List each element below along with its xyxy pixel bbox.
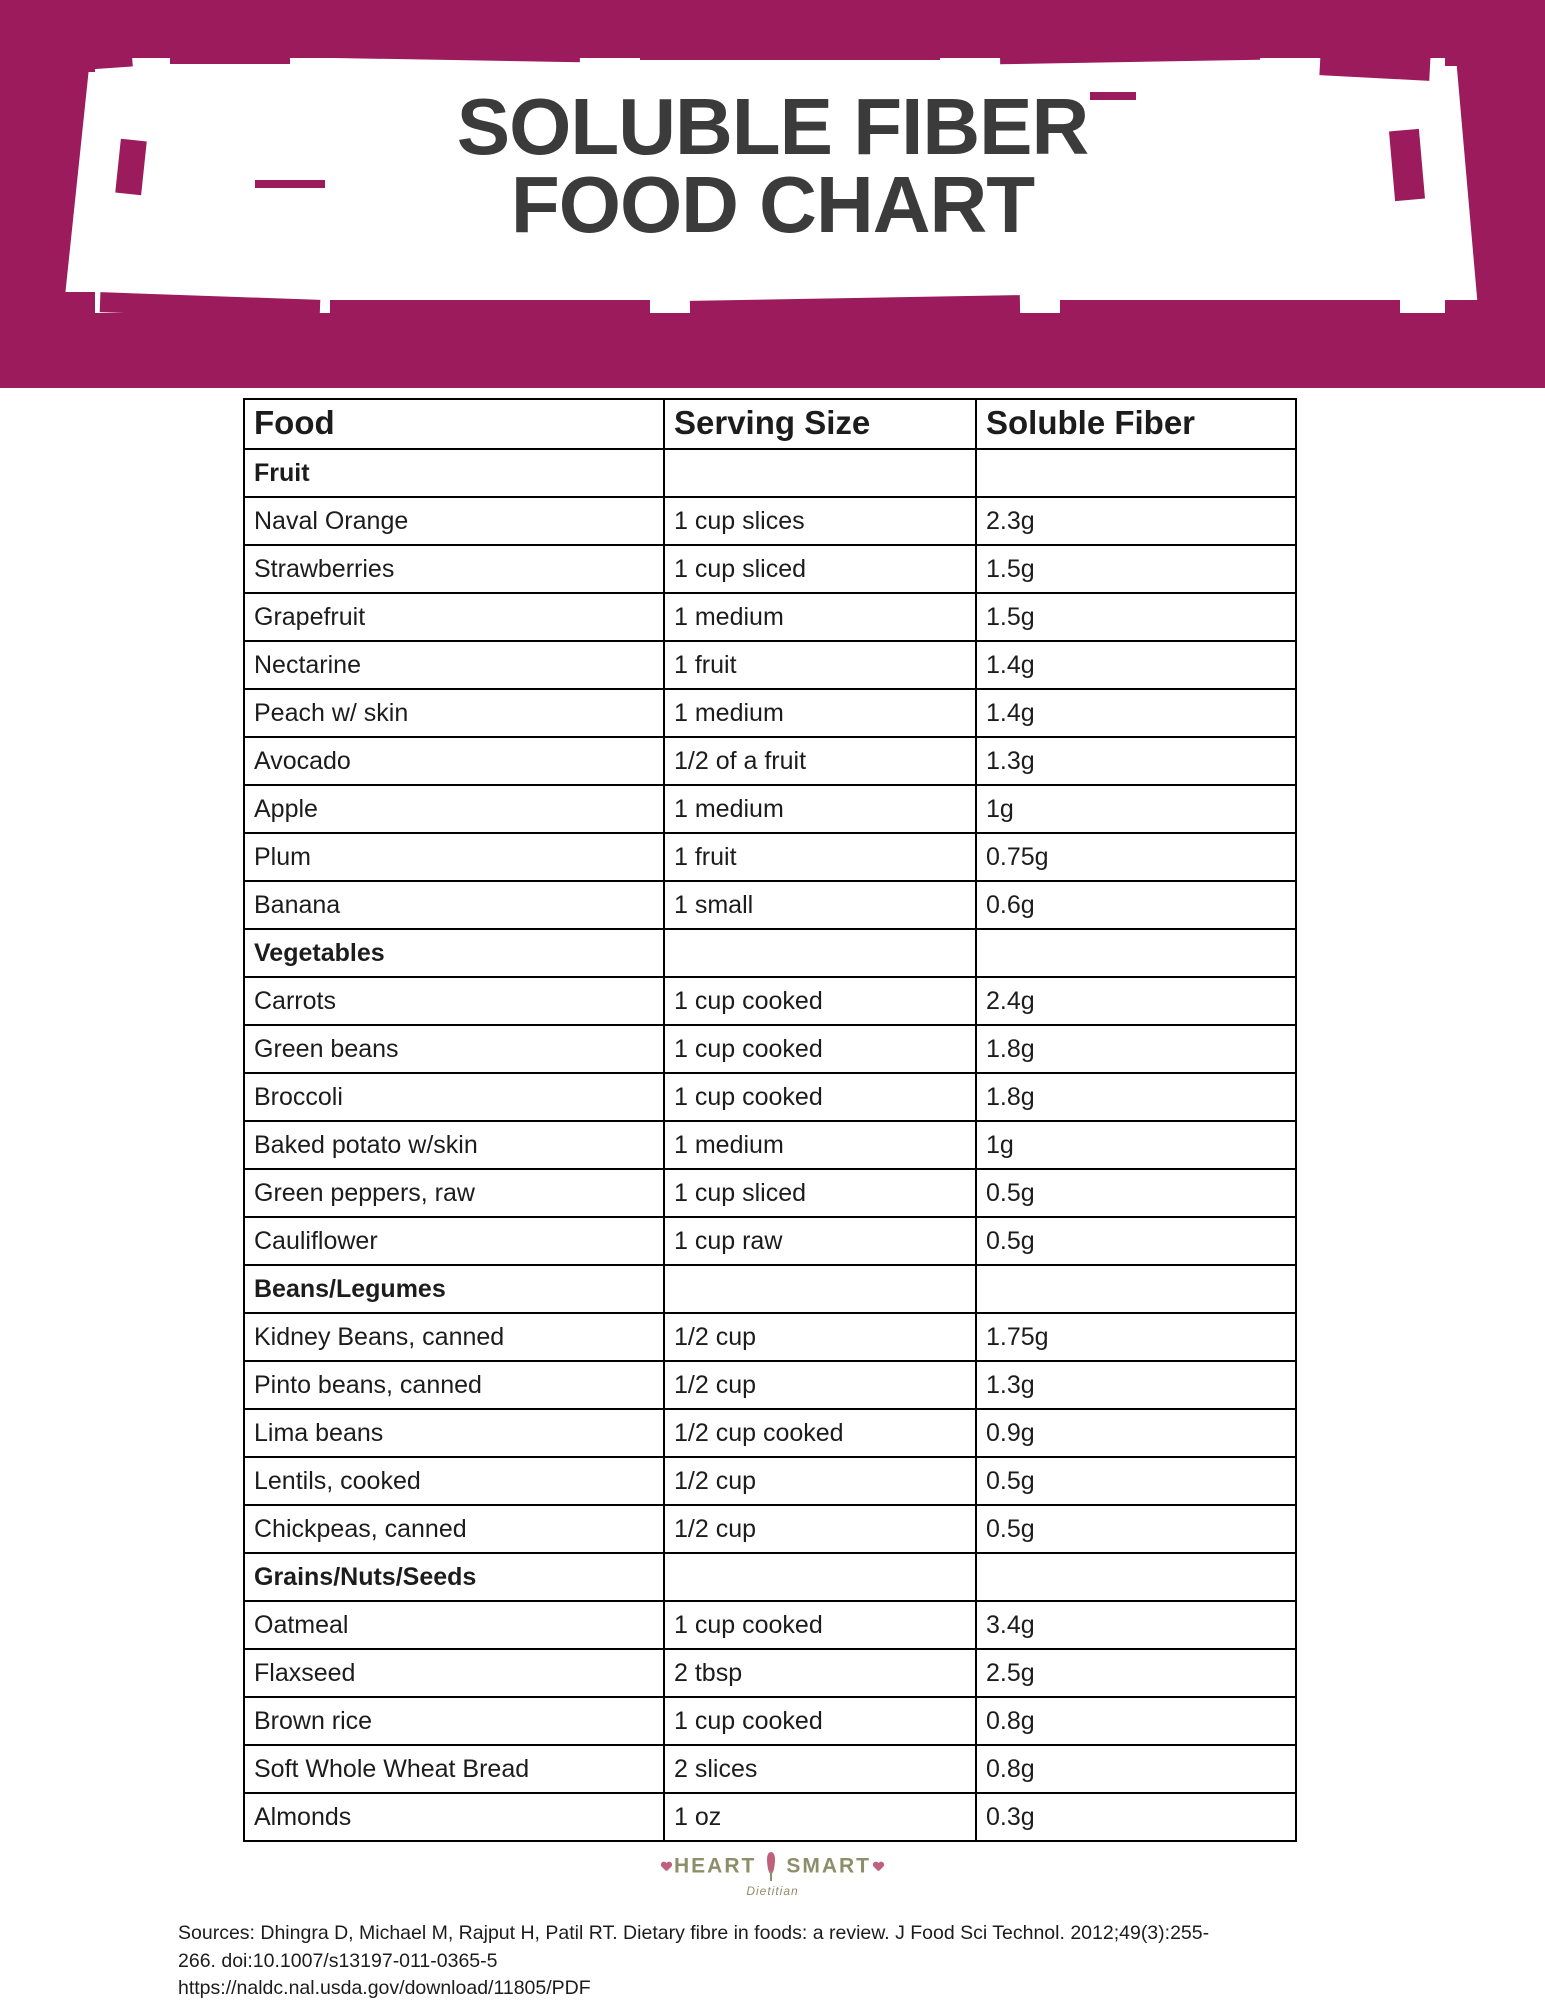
page-title xyxy=(0,82,1545,250)
table-section-row xyxy=(244,1265,1296,1313)
table-row xyxy=(244,785,1296,833)
table-header-row xyxy=(244,399,1296,449)
cell-soluble-fiber: 1.4g xyxy=(976,641,1296,689)
table-row xyxy=(244,1217,1296,1265)
cell-food: Pinto beans, canned xyxy=(244,1361,664,1409)
table-row xyxy=(244,1121,1296,1169)
table-row xyxy=(244,1601,1296,1649)
table-body xyxy=(244,449,1296,1841)
table-section-row xyxy=(244,449,1296,497)
fiber-table xyxy=(243,398,1297,1842)
cell-food: Lentils, cooked xyxy=(244,1457,664,1505)
cell-serving-size: 1 cup sliced xyxy=(664,1169,976,1217)
page-title-line-2: FOOD CHART xyxy=(510,160,1035,250)
cell-food: Banana xyxy=(244,881,664,929)
cell-soluble-fiber: 0.5g xyxy=(976,1169,1296,1217)
cell-serving-size: 1/2 of a fruit xyxy=(664,737,976,785)
cell-soluble-fiber: 1.75g xyxy=(976,1313,1296,1361)
cell-serving-size: 1/2 cup xyxy=(664,1457,976,1505)
cell-food: Grapefruit xyxy=(244,593,664,641)
cell-soluble-fiber xyxy=(976,1265,1296,1313)
cell-serving-size: 1 fruit xyxy=(664,833,976,881)
cell-food: Lima beans xyxy=(244,1409,664,1457)
table-row xyxy=(244,1073,1296,1121)
table-row xyxy=(244,689,1296,737)
cell-food: Broccoli xyxy=(244,1073,664,1121)
table-row xyxy=(244,977,1296,1025)
brush-edge-notch xyxy=(330,300,650,318)
cell-food: Green beans xyxy=(244,1025,664,1073)
brush-edge-notch xyxy=(170,50,290,64)
cell-serving-size: 2 tbsp xyxy=(664,1649,976,1697)
logo-word-left: HEART xyxy=(673,1854,757,1878)
cell-serving-size: 1 cup raw xyxy=(664,1217,976,1265)
table-row xyxy=(244,1025,1296,1073)
heart-icon xyxy=(873,1862,884,1872)
table-row xyxy=(244,1457,1296,1505)
table-row xyxy=(244,833,1296,881)
cell-serving-size xyxy=(664,929,976,977)
cell-serving-size: 1 oz xyxy=(664,1793,976,1841)
table-row xyxy=(244,1505,1296,1553)
cell-soluble-fiber: 2.5g xyxy=(976,1649,1296,1697)
table-section-row xyxy=(244,929,1296,977)
cell-food: Apple xyxy=(244,785,664,833)
cell-soluble-fiber: 1.5g xyxy=(976,545,1296,593)
cell-serving-size: 1/2 cup cooked xyxy=(664,1409,976,1457)
cell-soluble-fiber: 0.5g xyxy=(976,1217,1296,1265)
cell-serving-size: 1 cup slices xyxy=(664,497,976,545)
cell-soluble-fiber: 0.9g xyxy=(976,1409,1296,1457)
table-row xyxy=(244,1361,1296,1409)
cell-serving-size: 1 cup cooked xyxy=(664,1601,976,1649)
cell-food: Grains/Nuts/Seeds xyxy=(244,1553,664,1601)
cell-food: Cauliflower xyxy=(244,1217,664,1265)
brush-edge-notch xyxy=(87,42,133,69)
cell-soluble-fiber: 1.8g xyxy=(976,1073,1296,1121)
brush-edge-notch xyxy=(640,46,940,60)
cell-serving-size: 1 cup cooked xyxy=(664,1025,976,1073)
brand-logo xyxy=(0,1852,1545,1900)
cell-food: Carrots xyxy=(244,977,664,1025)
cell-food: Almonds xyxy=(244,1793,664,1841)
cell-soluble-fiber: 1.3g xyxy=(976,737,1296,785)
logo-wordmark xyxy=(659,1852,886,1898)
table-row xyxy=(244,497,1296,545)
cell-food: Soft Whole Wheat Bread xyxy=(244,1745,664,1793)
table-row xyxy=(244,1793,1296,1841)
cell-food: Peach w/ skin xyxy=(244,689,664,737)
cell-soluble-fiber: 2.4g xyxy=(976,977,1296,1025)
cell-soluble-fiber: 0.75g xyxy=(976,833,1296,881)
cell-food: Oatmeal xyxy=(244,1601,664,1649)
fiber-table-container xyxy=(243,398,1295,1842)
cell-food: Naval Orange xyxy=(244,497,664,545)
cell-food: Vegetables xyxy=(244,929,664,977)
cell-soluble-fiber: 1g xyxy=(976,1121,1296,1169)
cell-food: Kidney Beans, canned xyxy=(244,1313,664,1361)
cell-soluble-fiber: 3.4g xyxy=(976,1601,1296,1649)
page-title-line-1: SOLUBLE FIBER xyxy=(456,82,1089,171)
cell-serving-size xyxy=(664,449,976,497)
cell-food: Fruit xyxy=(244,449,664,497)
cell-serving-size: 1/2 cup xyxy=(664,1313,976,1361)
cell-food: Plum xyxy=(244,833,664,881)
cell-soluble-fiber: 0.8g xyxy=(976,1745,1296,1793)
cell-serving-size: 1 fruit xyxy=(664,641,976,689)
cell-food: Beans/Legumes xyxy=(244,1265,664,1313)
table-row xyxy=(244,737,1296,785)
cell-serving-size: 2 slices xyxy=(664,1745,976,1793)
table-section-row xyxy=(244,1553,1296,1601)
sources-note xyxy=(178,1920,1458,2003)
cell-soluble-fiber xyxy=(976,449,1296,497)
cell-soluble-fiber: 0.6g xyxy=(976,881,1296,929)
table-row xyxy=(244,1313,1296,1361)
cell-serving-size: 1 cup sliced xyxy=(664,545,976,593)
table-row xyxy=(244,1745,1296,1793)
cell-soluble-fiber: 1.3g xyxy=(976,1361,1296,1409)
cell-soluble-fiber: 2.3g xyxy=(976,497,1296,545)
table-header xyxy=(244,399,1296,449)
cell-serving-size: 1 small xyxy=(664,881,976,929)
table-row xyxy=(244,593,1296,641)
cell-serving-size: 1 medium xyxy=(664,689,976,737)
cell-soluble-fiber: 0.8g xyxy=(976,1697,1296,1745)
cell-food: Strawberries xyxy=(244,545,664,593)
cell-soluble-fiber: 1.5g xyxy=(976,593,1296,641)
cell-serving-size: 1 cup cooked xyxy=(664,1073,976,1121)
flower-icon xyxy=(763,1852,779,1882)
cell-serving-size: 1 cup cooked xyxy=(664,1697,976,1745)
cell-soluble-fiber: 1.8g xyxy=(976,1025,1296,1073)
table-row xyxy=(244,641,1296,689)
logo-word-right: SMART xyxy=(786,1854,871,1878)
cell-soluble-fiber: 1.4g xyxy=(976,689,1296,737)
table-row xyxy=(244,1649,1296,1697)
cell-serving-size: 1 medium xyxy=(664,1121,976,1169)
cell-serving-size: 1 medium xyxy=(664,593,976,641)
sources-line-2: 266. doi:10.1007/s13197-011-0365-5 xyxy=(178,1949,498,1972)
cell-serving-size: 1 medium xyxy=(664,785,976,833)
column-header-serving-size: Serving Size xyxy=(664,399,976,449)
cell-food: Brown rice xyxy=(244,1697,664,1745)
table-row xyxy=(244,1697,1296,1745)
cell-food: Baked potato w/skin xyxy=(244,1121,664,1169)
cell-soluble-fiber: 1g xyxy=(976,785,1296,833)
cell-food: Green peppers, raw xyxy=(244,1169,664,1217)
cell-serving-size: 1/2 cup xyxy=(664,1505,976,1553)
table-row xyxy=(244,1409,1296,1457)
column-header-food: Food xyxy=(244,399,664,449)
cell-serving-size xyxy=(664,1553,976,1601)
logo-subtitle: Dietitian xyxy=(746,1884,799,1898)
cell-soluble-fiber: 0.3g xyxy=(976,1793,1296,1841)
cell-serving-size xyxy=(664,1265,976,1313)
cell-food: Avocado xyxy=(244,737,664,785)
table-row xyxy=(244,545,1296,593)
cell-soluble-fiber xyxy=(976,1553,1296,1601)
heart-icon xyxy=(661,1862,672,1872)
cell-food: Nectarine xyxy=(244,641,664,689)
cell-serving-size: 1/2 cup xyxy=(664,1361,976,1409)
cell-food: Flaxseed xyxy=(244,1649,664,1697)
cell-soluble-fiber xyxy=(976,929,1296,977)
cell-soluble-fiber: 0.5g xyxy=(976,1457,1296,1505)
column-header-soluble-fiber: Soluble Fiber xyxy=(976,399,1296,449)
cell-food: Chickpeas, canned xyxy=(244,1505,664,1553)
cell-soluble-fiber: 0.5g xyxy=(976,1505,1296,1553)
cell-serving-size: 1 cup cooked xyxy=(664,977,976,1025)
table-row xyxy=(244,1169,1296,1217)
sources-line-3: https://naldc.nal.usda.gov/download/11805/PDF xyxy=(178,1977,591,2000)
brush-edge-notch xyxy=(1060,300,1400,322)
header-banner xyxy=(0,0,1545,388)
table-row xyxy=(244,881,1296,929)
sources-line-1: Sources: Dhingra D, Michael M, Rajput H, Patil RT. Dietary fibre in foods: a review. J Food Sci Technol. 2012;49(3):255- xyxy=(178,1922,1210,1944)
